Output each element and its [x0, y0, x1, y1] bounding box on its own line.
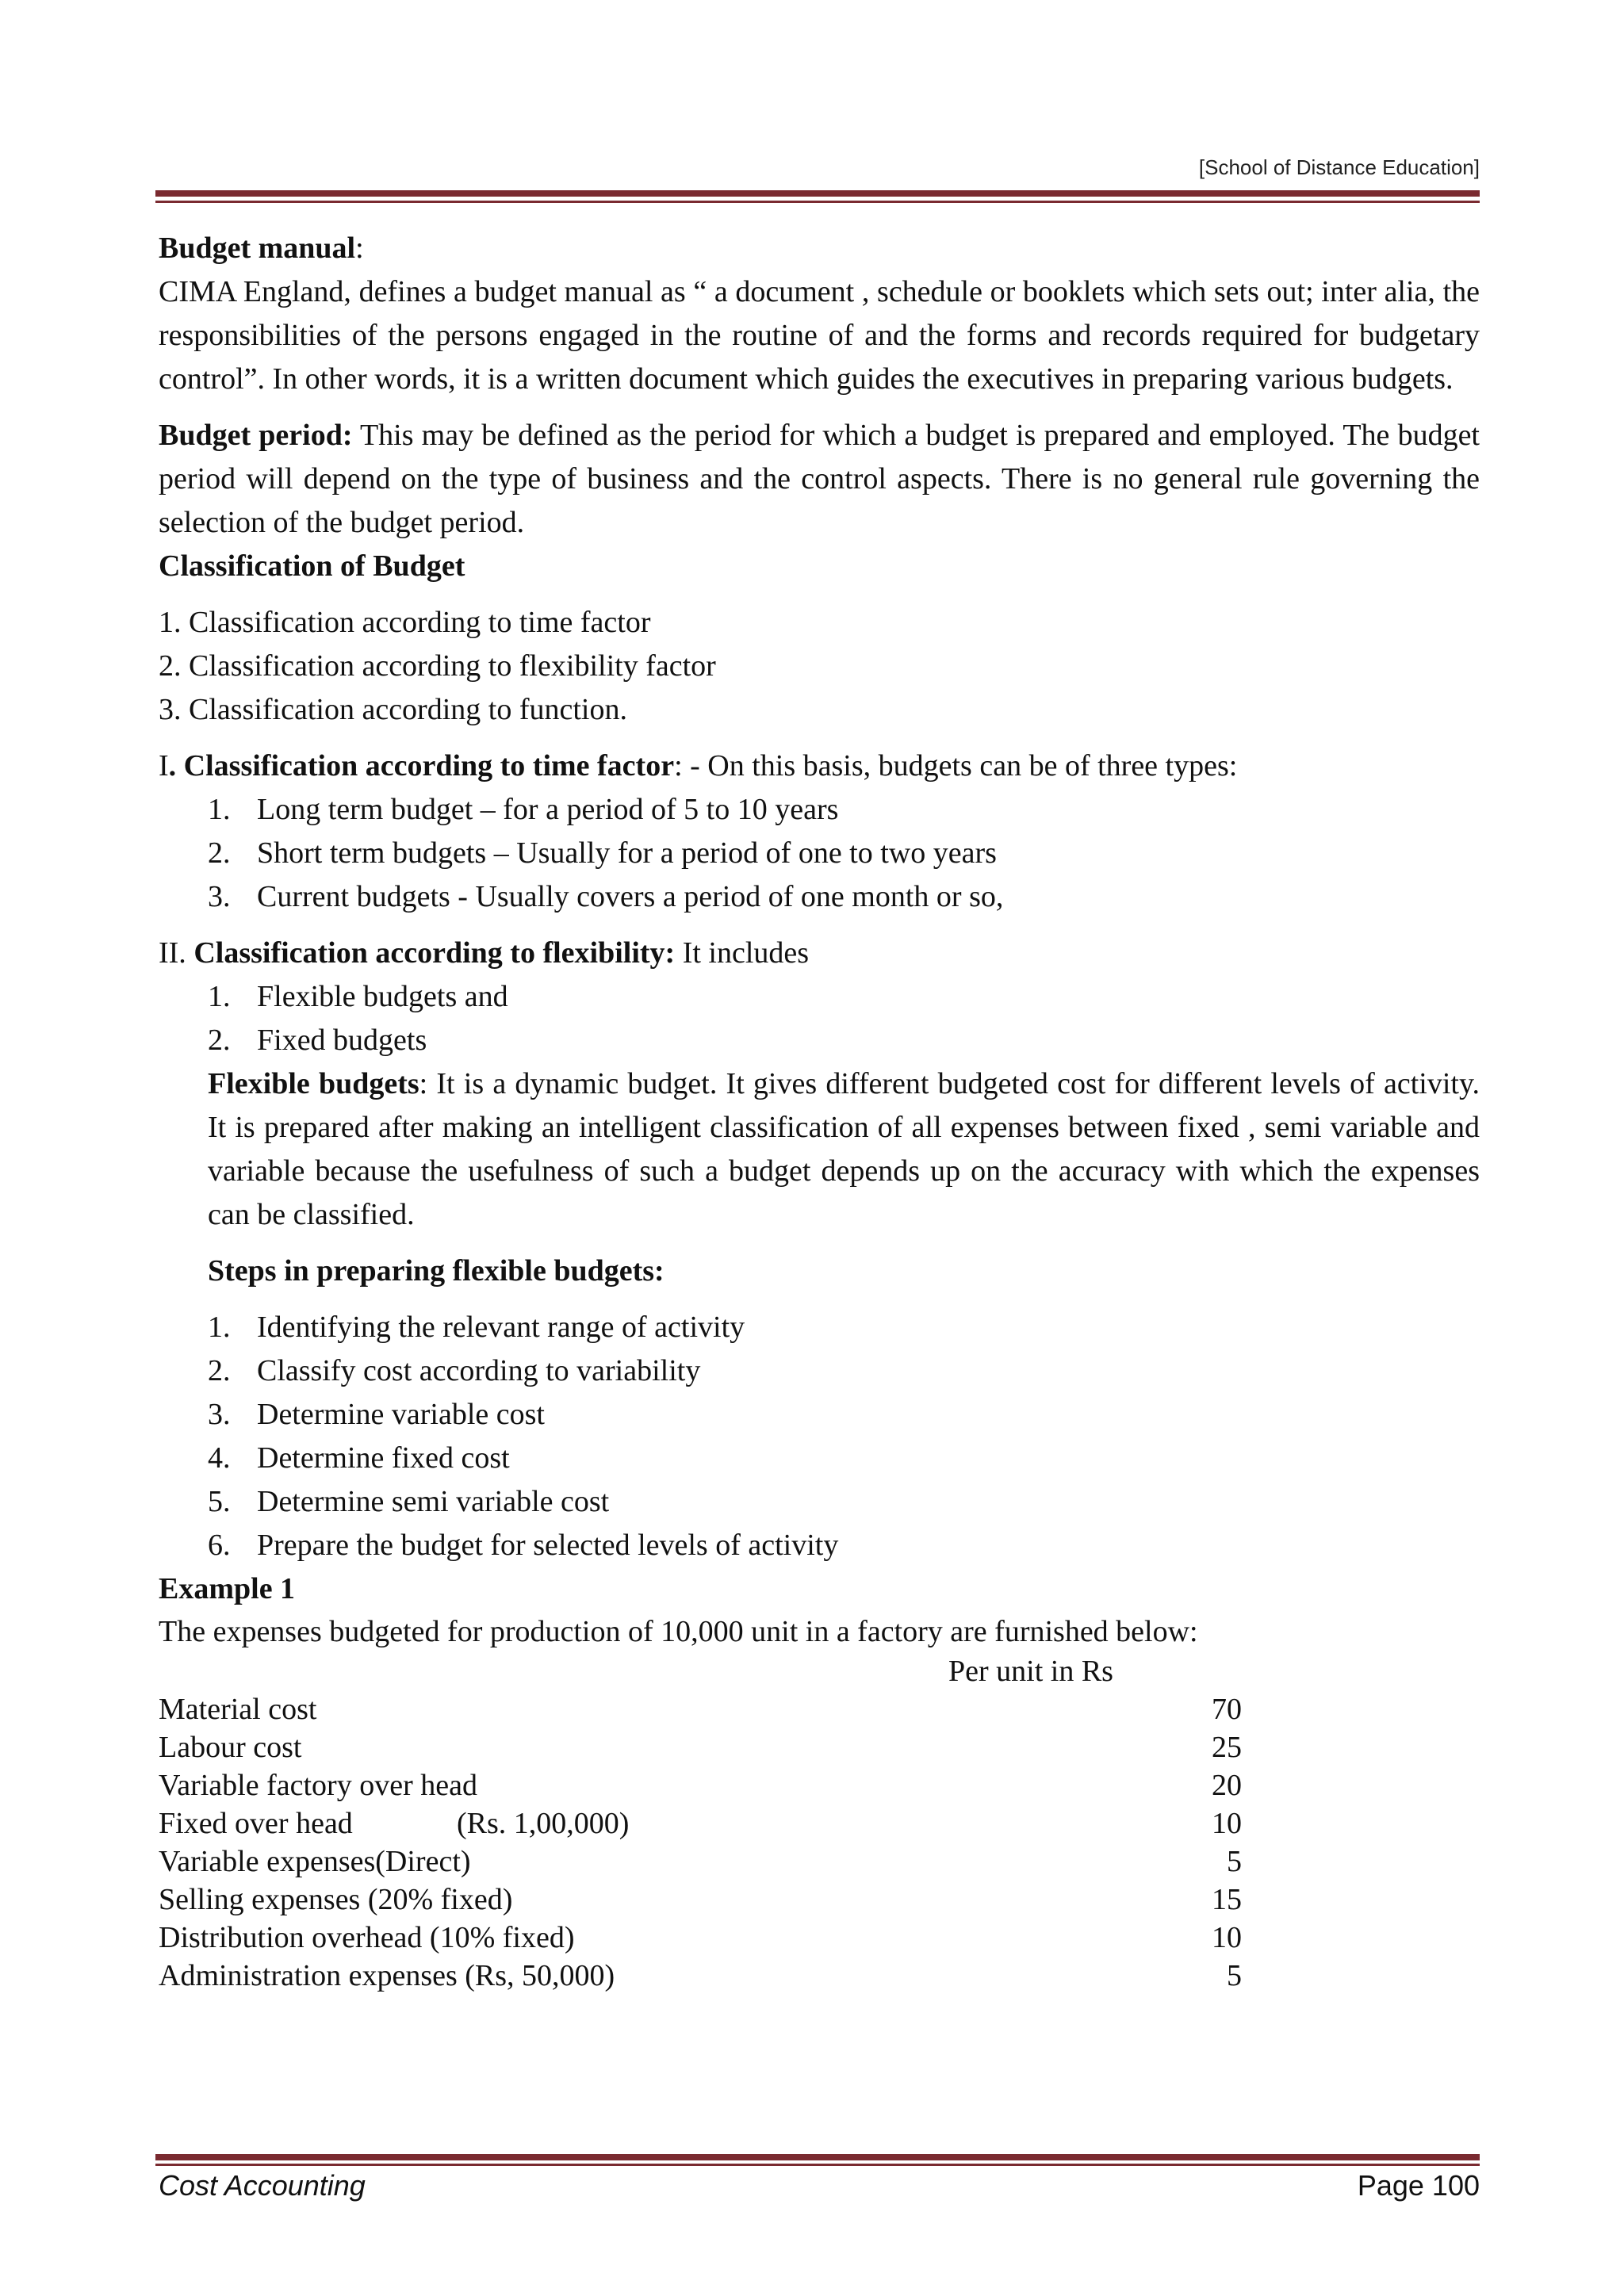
steps-list: [159, 1306, 1480, 1567]
table-row: Labour cost 25: [159, 1731, 1242, 1764]
flexible-budgets-paragraph: Flexible budgets: It is a dynamic budget. It gives different budgeted cost for different levels of activity. It is prepared after making an intelligent classification of all expenses between fixed , semi variable and variable because the usefulness of such a budget depends up on the accuracy with which the expenses can be classified.: [208, 1067, 1480, 1231]
example-text: The expenses budgeted for production of 10,000 unit in a factory are furnished below:: [159, 1615, 1198, 1648]
table-row: Fixed over head (Rs. 1,00,000) 10: [159, 1807, 1242, 1840]
header-school: [School of Distance Education]: [1198, 155, 1480, 179]
flexible-budgets-heading: Flexible budgets: [208, 1067, 419, 1100]
example-heading: Example 1: [159, 1572, 296, 1605]
budget-manual-text: CIMA England, defines a budget manual as “ a document , schedule or booklets which sets out; inter alia, the responsibilities of the persons engaged in the routine of and the forms and records required for budgetary control”. In other words, it is a written document which guides the executives in preparing various budgets.: [159, 275, 1480, 396]
table-row: Distribution overhead (10% fixed) 10: [159, 1921, 1242, 1954]
time-factor-paragraph: I. Classification according to time factor: - On this basis, budgets can be of three types:: [159, 749, 1238, 783]
list-item: 3. Current budgets - Usually covers a period of one month or so,: [208, 880, 1004, 913]
table-row: Variable expenses(Direct) 5: [159, 1845, 1242, 1878]
table-row: Material cost 70: [159, 1693, 1242, 1726]
budget-manual-heading: Budget manual:: [159, 232, 364, 265]
list-item: 4. Determine fixed cost: [208, 1441, 510, 1475]
page-number: Page 100: [1357, 2169, 1480, 2202]
time-factor-list: [159, 788, 1480, 919]
table-row: Selling expenses (20% fixed) 15: [159, 1883, 1242, 1916]
list-item: 2. Short term budgets – Usually for a period of one to two years: [208, 836, 997, 870]
list-item: 1. Classification according to time factor: [159, 606, 651, 639]
example-table: [159, 1652, 1480, 1995]
main-content: [159, 227, 1480, 1995]
list-item: 2. Classification according to flexibility factor: [159, 649, 716, 683]
footer-rule-thin: [155, 2164, 1480, 2166]
list-item: 2. Fixed budgets: [208, 1024, 427, 1057]
list-item: 1. Long term budget – for a period of 5 to 10 years: [208, 793, 839, 826]
list-item: 6. Prepare the budget for selected levels of activity: [208, 1529, 839, 1562]
list-item: 1. Flexible budgets and: [208, 980, 508, 1013]
list-item: 3. Determine variable cost: [208, 1398, 545, 1431]
classification-heading: Classification of Budget: [159, 549, 465, 583]
list-item: 1. Identifying the relevant range of activity: [208, 1311, 745, 1344]
classification-list: [159, 601, 1480, 732]
time-factor-heading: . Classification according to time factor: [168, 749, 675, 783]
budget-period-heading: Budget period:: [159, 419, 353, 452]
list-item: 3. Classification according to function.: [159, 693, 627, 726]
budget-period-paragraph: [159, 414, 1480, 545]
flexibility-paragraph: II. Classification according to flexibility: It includes: [159, 936, 810, 970]
table-row: Administration expenses (Rs, 50,000) 5: [159, 1959, 1242, 1992]
footer-rule-thick: [155, 2154, 1480, 2160]
budget-period-text: This may be defined as the period for which a budget is prepared and employed. The budget period will depend on the type of business and the control aspects. There is no general rule governing the selection of the budget period.: [159, 419, 1480, 539]
footer-title: Cost Accounting: [159, 2169, 366, 2202]
table-header-row: [159, 1652, 1480, 1690]
header-rule-thick: [155, 190, 1480, 197]
steps-heading: Steps in preparing flexible budgets:: [208, 1254, 665, 1288]
flexibility-heading: Classification according to flexibility:: [193, 936, 676, 970]
header-rule-thin: [155, 201, 1480, 203]
table-row: Variable factory over head 20: [159, 1769, 1242, 1802]
column-header: Per unit in Rs: [948, 1655, 1113, 1688]
list-item: 5. Determine semi variable cost: [208, 1485, 610, 1518]
flexibility-list: [159, 975, 1480, 1062]
list-item: 2. Classify cost according to variability: [208, 1354, 701, 1387]
